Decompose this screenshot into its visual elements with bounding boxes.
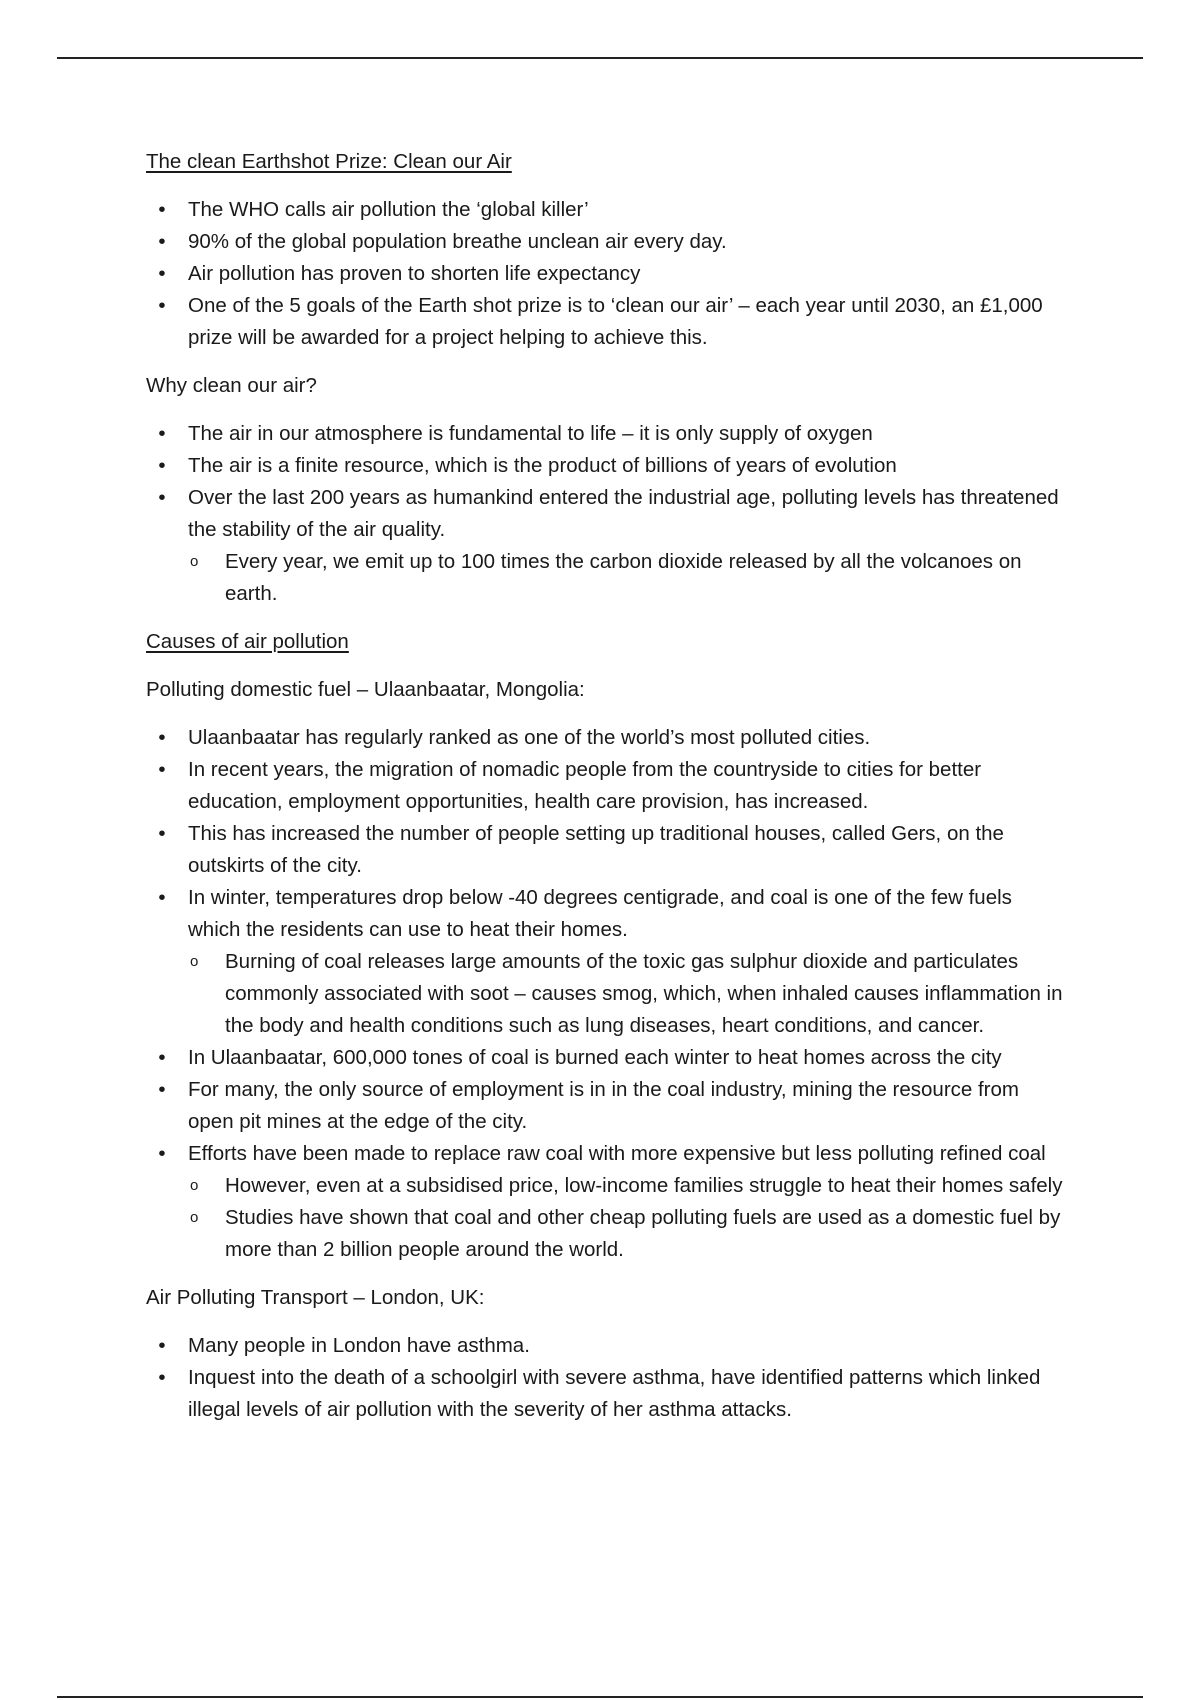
bullet-icon: • (158, 1078, 166, 1101)
list-item: • For many, the only source of employment is in in the coal industry, mining the resource from open pit mines at the edge of the city. (188, 1074, 1066, 1138)
sub-list-item: o However, even at a subsidised price, low-income families struggle to heat their homes safely (225, 1170, 1066, 1202)
list-item: • The WHO calls air pollution the ‘global killer’ (188, 194, 1066, 226)
bullet-icon: • (158, 1366, 166, 1389)
bullet-icon: • (158, 886, 166, 909)
list-item: • Over the last 200 years as humankind entered the industrial age, polluting levels has threatened the stability of the air quality. o Every year, we emit up to 100 times the carbon dioxide released by all the volcanoes on earth. (188, 482, 1066, 610)
bullet-icon: • (158, 822, 166, 845)
sub-bullet-list (188, 546, 1066, 610)
sub-bullet-icon: o (190, 553, 199, 570)
list-item: • One of the 5 goals of the Earth shot prize is to ‘clean our air’ – each year until 2030, an £1,000 prize will be awarded for a project helping to achieve this. (188, 290, 1066, 354)
section-heading-earthshot: The clean Earthshot Prize: Clean our Air (146, 150, 512, 173)
bullet-icon: • (158, 1046, 166, 1069)
footer-rule (57, 1696, 1143, 1698)
list-item: • In recent years, the migration of nomadic people from the countryside to cities for better education, employment opportunities, health care provision, has increased. (188, 754, 1066, 818)
list-item: • Air pollution has proven to shorten life expectancy (188, 258, 1066, 290)
sub-list-item: o Studies have shown that coal and other cheap polluting fuels are used as a domestic fuel by more than 2 billion people around the world. (225, 1202, 1066, 1266)
list-item: • In winter, temperatures drop below -40 degrees centigrade, and coal is one of the few fuels which the residents can use to heat their homes. o Burning of coal releases large amounts of the toxic gas sulphur dioxide and particulates commonly associated with soot – causes smog, which, when inhaled causes inflammation in the body and health conditions such as lung diseases, heart conditions, and cancer. (188, 882, 1066, 1042)
list-item: • Ulaanbaatar has regularly ranked as one of the world’s most polluted cities. (188, 722, 1066, 754)
bullet-icon: • (158, 422, 166, 445)
document-body (146, 146, 1066, 1442)
bullet-icon: • (158, 726, 166, 749)
list-item: • The air in our atmosphere is fundamental to life – it is only supply of oxygen (188, 418, 1066, 450)
bullet-icon: • (158, 486, 166, 509)
list-item: • This has increased the number of people setting up traditional houses, called Gers, on the outskirts of the city. (188, 818, 1066, 882)
bullet-icon: • (158, 230, 166, 253)
bullet-icon: • (158, 294, 166, 317)
section-heading-ulaanbaatar: Polluting domestic fuel – Ulaanbaatar, Mongolia: (146, 678, 585, 701)
list-item: • In Ulaanbaatar, 600,000 tones of coal is burned each winter to heat homes across the city (188, 1042, 1066, 1074)
header-rule (57, 57, 1143, 59)
list-item: • Efforts have been made to replace raw coal with more expensive but less polluting refined coal o However, even at a subsidised price, low-income families struggle to heat their homes safely o Studies have shown that coal and other cheap polluting fuels are used as a domestic fuel by more than 2 billion people around the world. (188, 1138, 1066, 1266)
list-item: • Inquest into the death of a schoolgirl with severe asthma, have identified patterns which linked illegal levels of air pollution with the severity of her asthma attacks. (188, 1362, 1066, 1426)
section-heading-causes: Causes of air pollution (146, 630, 349, 653)
london-bullet-list (146, 1330, 1066, 1426)
bullet-icon: • (158, 262, 166, 285)
ulaanbaatar-bullet-list (146, 722, 1066, 1266)
sub-bullet-icon: o (190, 1209, 199, 1226)
bullet-icon: • (158, 1334, 166, 1357)
sub-bullet-list (188, 946, 1066, 1042)
sub-list-item: o Every year, we emit up to 100 times the carbon dioxide released by all the volcanoes on earth. (225, 546, 1066, 610)
bullet-icon: • (158, 198, 166, 221)
earthshot-bullet-list (146, 194, 1066, 354)
bullet-icon: • (158, 758, 166, 781)
section-heading-london: Air Polluting Transport – London, UK: (146, 1286, 485, 1309)
list-item: • Many people in London have asthma. (188, 1330, 1066, 1362)
sub-bullet-list (188, 1170, 1066, 1266)
sub-list-item: o Burning of coal releases large amounts of the toxic gas sulphur dioxide and particulates commonly associated with soot – causes smog, which, when inhaled causes inflammation in the body and health conditions such as lung diseases, heart conditions, and cancer. (225, 946, 1066, 1042)
list-item: • The air is a finite resource, which is the product of billions of years of evolution (188, 450, 1066, 482)
list-item: • 90% of the global population breathe unclean air every day. (188, 226, 1066, 258)
sub-bullet-icon: o (190, 1177, 199, 1194)
sub-bullet-icon: o (190, 953, 199, 970)
bullet-icon: • (158, 1142, 166, 1165)
section-heading-why-clean: Why clean our air? (146, 374, 317, 397)
why-clean-bullet-list (146, 418, 1066, 610)
bullet-icon: • (158, 454, 166, 477)
